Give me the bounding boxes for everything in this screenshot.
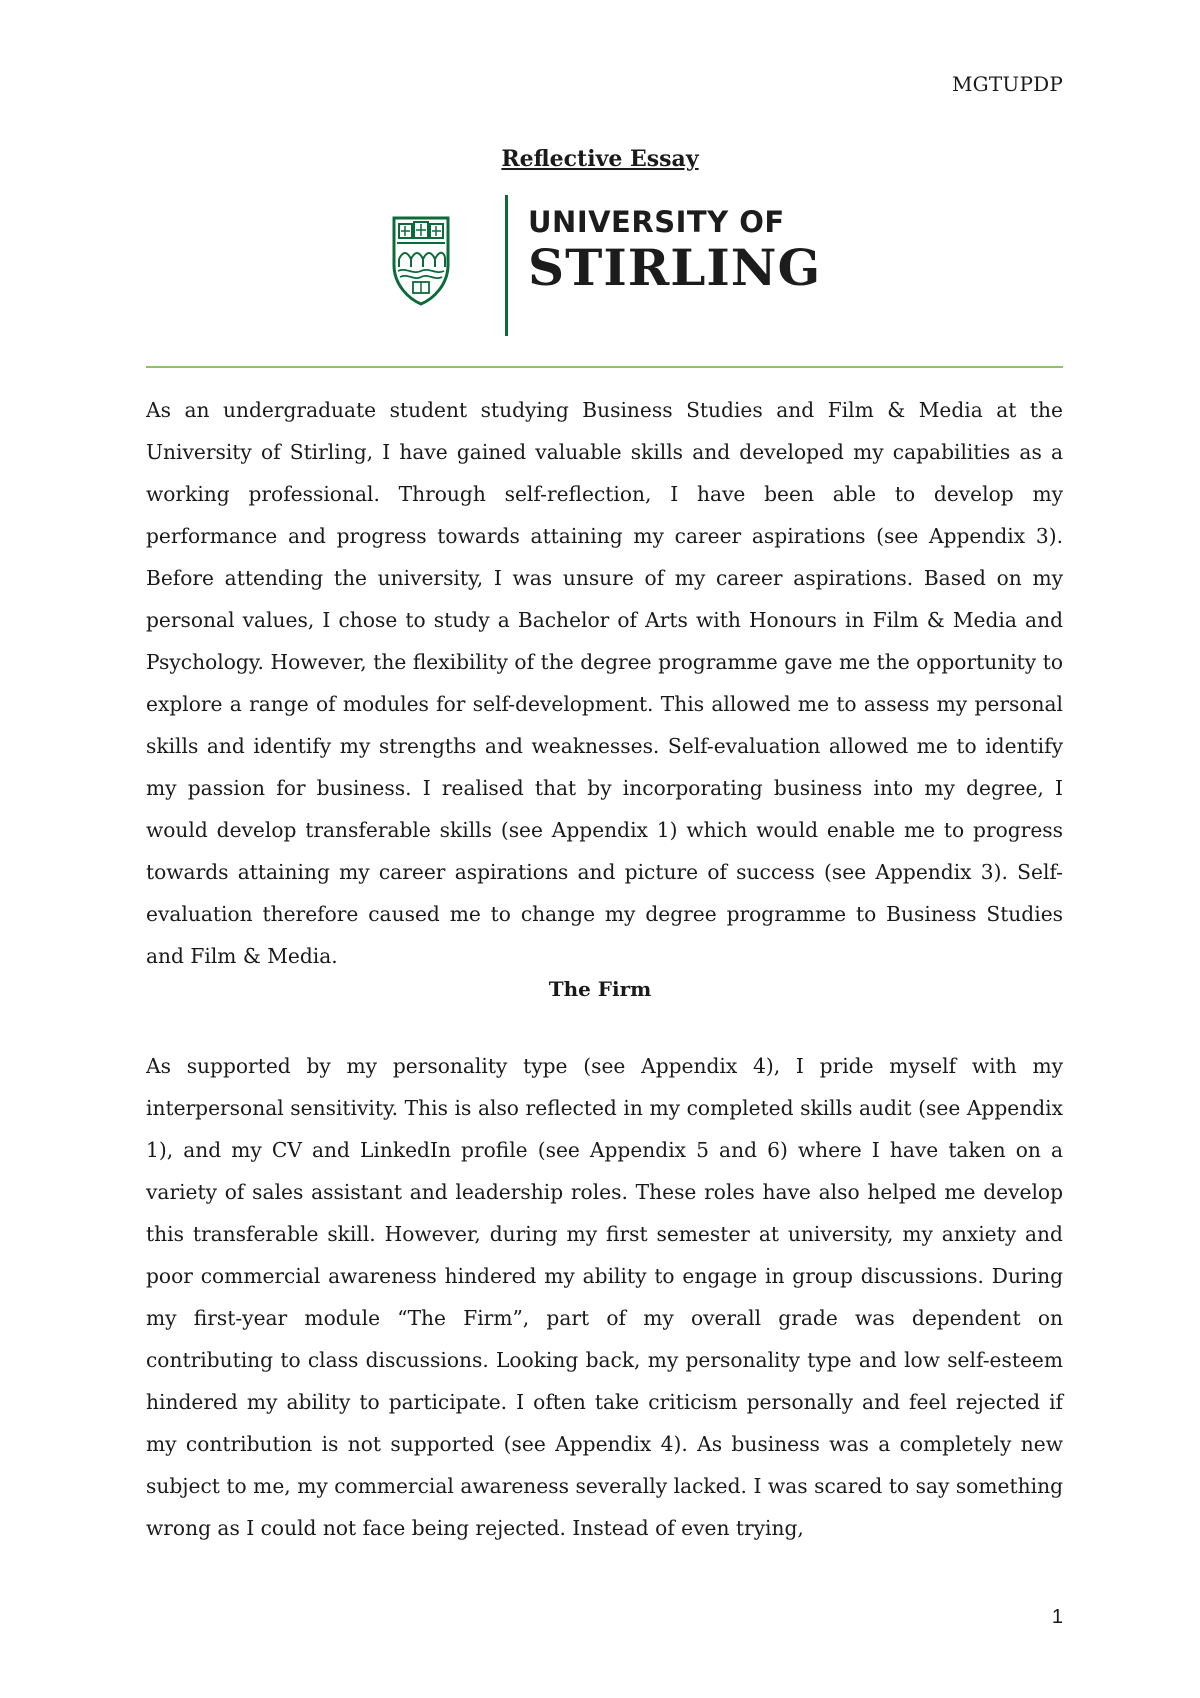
document-title: Reflective Essay [501,146,699,172]
logo-divider [505,195,508,336]
logo-line-1: UNIVERSITY OF [528,205,785,239]
paragraph-the-firm: As supported by my personality type (see Appendix 4), I pride myself with my interpersonal sensitivity. This is also reflected in my completed skills audit (see Appendix 1), and my CV and LinkedIn profile (see Appendix 5 and 6) where I have taken on a variety of sales assistant and leadership roles. These roles have also helped me develop this transferable skill. However, during my first semester at university, my anxiety and poor commercial awareness hindered my ability to engage in group discussions. During my first-year module “The Firm”, part of my overall grade was dependent on contributing to class discussions. Looking back, my personality type and low self-esteem hindered my ability to participate. I often take criticism personally and feel rejected if my contribution is not supported (see Appendix 4). As business was a completely new subject to me, my commercial awareness severally lacked. I was scared to say something wrong as I could not face being rejected. Instead of even trying, [146,1054,1063,1540]
paragraph-intro: As an undergraduate student studying Business Studies and Film & Media at the University of Stirling, I have gained valuable skills and developed my capabilities as a working professional. Through self-reflection, I have been able to develop my performance and progress towards attaining my career aspirations (see Appendix 3). Before attending the university, I was unsure of my career aspirations. Based on my personal values, I chose to study a Bachelor of Arts with Honours in Film & Media and Psychology. However, the flexibility of the degree programme gave me the opportunity to explore a range of modules for self-development. This allowed me to assess my personal skills and identify my strengths and weaknesses. Self-evaluation allowed me to identify my passion for business. I realised that by incorporating business into my degree, I would develop transferable skills (see Appendix 1) which would enable me to progress towards attaining my career aspirations and picture of success (see Appendix 3). Self-evaluation therefore caused me to change my degree programme to Business Studies and Film & Media. [146,398,1063,968]
running-head: MGTUPDP [952,72,1063,96]
logo-wordmark [528,205,822,297]
section-heading: The Firm [548,977,652,1001]
header-rule [146,366,1063,368]
page-number: 1 [1051,1606,1063,1628]
logo-line-2: STIRLING [528,238,822,297]
university-crest-icon [391,215,451,307]
